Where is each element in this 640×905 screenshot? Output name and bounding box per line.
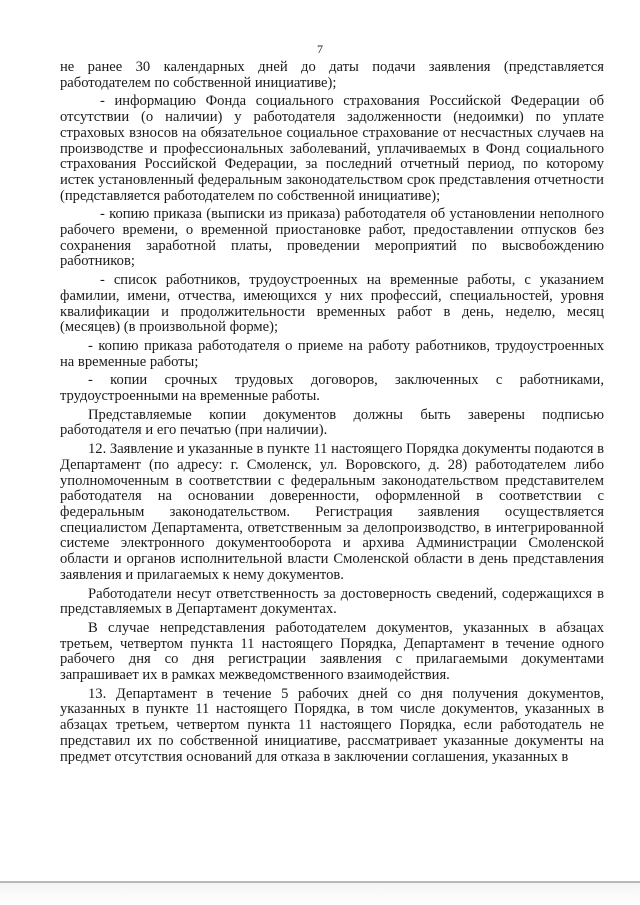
list-item-fss-info: - информацию Фонда социального страхования Российской Федерации об отсутствии (о наличии) у работодателя задолженности (недоимки) по уплате страховых взносов на обязательное социальное страхование от несчастных случаев на производстве и профессиональных заболеваний, уплачиваемых в Фонд социального страхования Российской Федерации, за последний отчетный период, по которому истек установленный федеральным законодательством срок представления отчетности (представляется работодателем по собственной инициативе); <box>60 93 604 204</box>
paragraph-responsibility: Работодатели несут ответственность за достоверность сведений, содержащихся в представляемых в Департамент документах. <box>60 585 604 618</box>
paragraph-continuation: не ранее 30 календарных дней до даты подачи заявления (представляется работодателем по собственной инициативе); <box>60 59 604 91</box>
paragraph-nonsubmission: В случае непредставления работодателем документов, указанных в абзацах третьем, четвертом пункта 11 настоящего Порядка, Департамент в течение одного рабочего дня со дня регистрации заявления с прилагаемыми документами запрашивает их в рамках межведомственного взаимодействия. <box>60 619 604 684</box>
list-item-contracts: - копии срочных трудовых договоров, заключенных с работниками, трудоустроенными на временные работы. <box>60 372 604 405</box>
list-item-employee-list: - список работников, трудоустроенных на временные работы, с указанием фамилии, имени, отчества, имеющихся у них профессий, специальностей, уровня квалификации и продолжительности временных работ в день, неделю, месяц (месяцев) (в произвольной форме); <box>60 272 604 336</box>
document-body <box>60 60 604 768</box>
list-item-order-copy: - копию приказа (выписки из приказа) работодателя об установлении неполного рабочего времени, о временной приостановке работ, предоставлении отпусков без сохранения заработной платы, проведении мероприятий по высвобождению работников; <box>60 206 604 270</box>
paragraph-section-12: 12. Заявление и указанные в пункте 11 настоящего Порядка документы подаются в Департамент (по адресу: г. Смоленск, ул. Воровского, д. 28) работодателем либо уполномоченным в соответствии с федеральным законодательством представителем работодателя на основании доверенности, оформленной в соответствии с федеральным законодательством. Регистрация заявления осуществляется специалистом Департамента, ответственным за делопроизводство, в интегрированной системе электронного документооборота и архива Администрации Смоленской области и органов исполнительной власти Смоленской области в день представления заявления и прилагаемых к нему документов. <box>60 441 604 583</box>
paragraph-copies-certified: Представляемые копии документов должны быть заверены подписью работодателя и его печатью (при наличии). <box>60 406 604 439</box>
paragraph-section-13: 13. Департамент в течение 5 рабочих дней со дня получения документов, указанных в пункте 11 настоящего Порядка, в том числе документов, указанных в абзацах третьем, четвертом пункта 11 настоящего Порядка, если работодатель не представил их по собственной инициативе, рассматривает указанные документы на предмет отсутствия оснований для отказа в заключении соглашения, указанных в <box>60 685 604 765</box>
page-number: 7 <box>317 42 323 56</box>
scan-edge-shadow <box>0 883 640 905</box>
list-item-hiring-order: - копию приказа работодателя о приеме на работу работников, трудоустроенных на временные работы; <box>60 337 604 370</box>
